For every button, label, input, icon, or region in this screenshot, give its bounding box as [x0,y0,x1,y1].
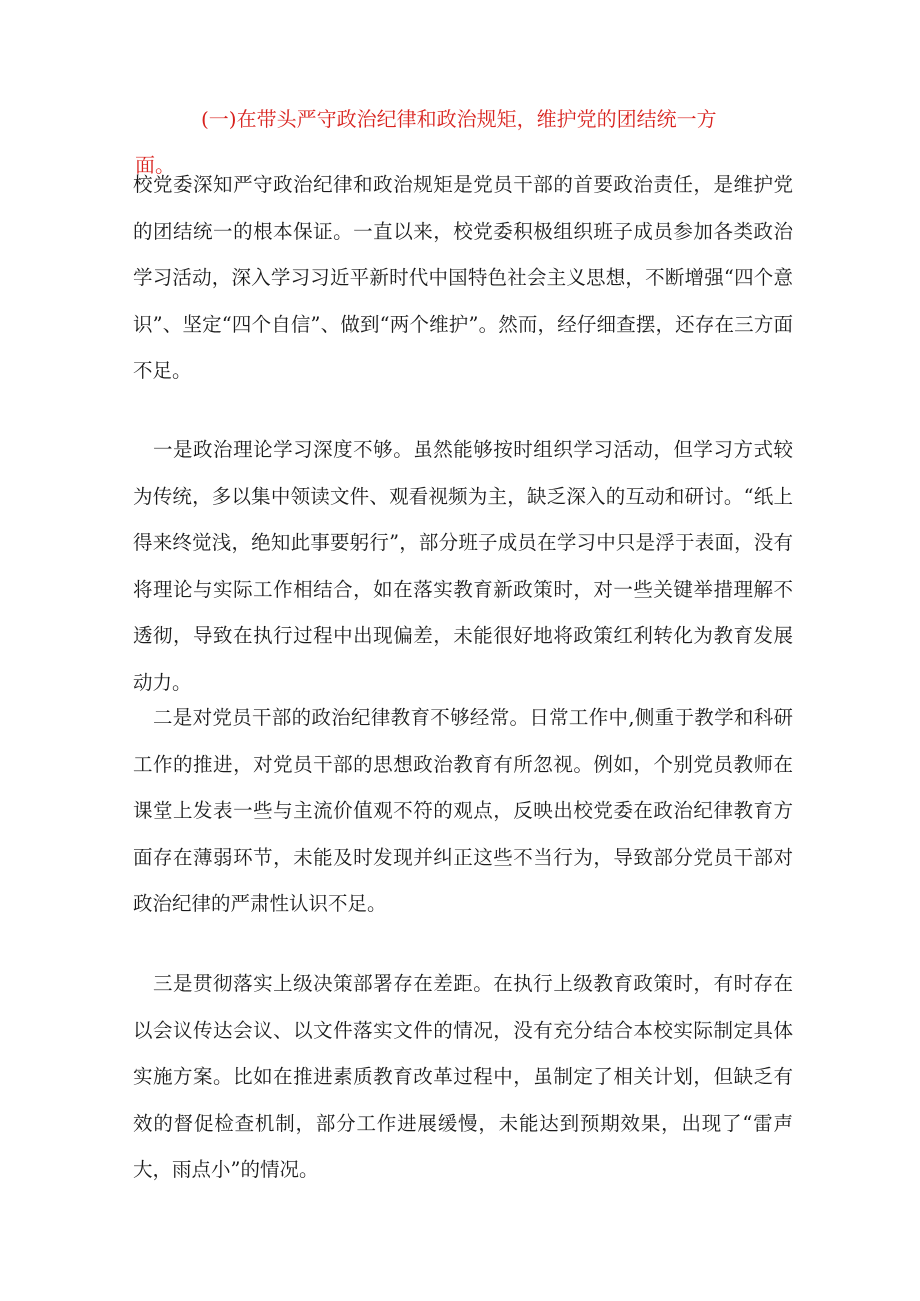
paragraph-intro: 校党委深知严守政治纪律和政治规矩是党员干部的首要政治责任，是维护党的团结统一的根本保证。一直以来，校党委积极组织班子成员参加各类政治学习活动，深入学习习近平新时代中国特色社会主义思想，不断增强“四个意识”、坚定“四个自信”、做到“两个维护”。然而，经仔细查摆，还存在三方面不足。 [133,173,793,383]
section-heading-line-2: 面。 [135,153,175,177]
paragraph-point-two: 二是对党员干部的政治纪律教育不够经常。日常工作中,侧重于教学和科研工作的推进，对党员干部的思想政治教育有所忽视。例如，个别党员教师在课堂上发表一些与主流价值观不符的观点，反映出校党委在政治纪律教育方面存在薄弱环节，未能及时发现并纠正这些不当行为，导致部分党员干部对政治纪律的严肃性认识不足。 [133,706,793,916]
paragraph-point-three: 三是贯彻落实上级决策部署存在差距。在执行上级教育政策时，有时存在以会议传达会议、以文件落实文件的情况，没有充分结合本校实际制定具体实施方案。比如在推进素质教育改革过程中，虽制定了相关计划，但缺乏有效的督促检查机制，部分工作进展缓慢，未能达到预期效果，出现了“雷声大，雨点小”的情况。 [133,972,793,1182]
section-heading-line-1: (一)在带头严守政治纪律和政治规矩，维护党的团结统一方 [201,107,717,131]
paragraph-point-one: 一是政治理论学习深度不够。虽然能够按时组织学习活动，但学习方式较为传统，多以集中领读文件、观看视频为主，缺乏深入的互动和研讨。“纸上得来终觉浅，绝知此事要躬行”，部分班子成员在学习中只是浮于表面，没有将理论与实际工作相结合，如在落实教育新政策时，对一些关键举措理解不透彻，导致在执行过程中出现偏差，未能很好地将政策红利转化为教育发展动力。 [133,438,793,694]
